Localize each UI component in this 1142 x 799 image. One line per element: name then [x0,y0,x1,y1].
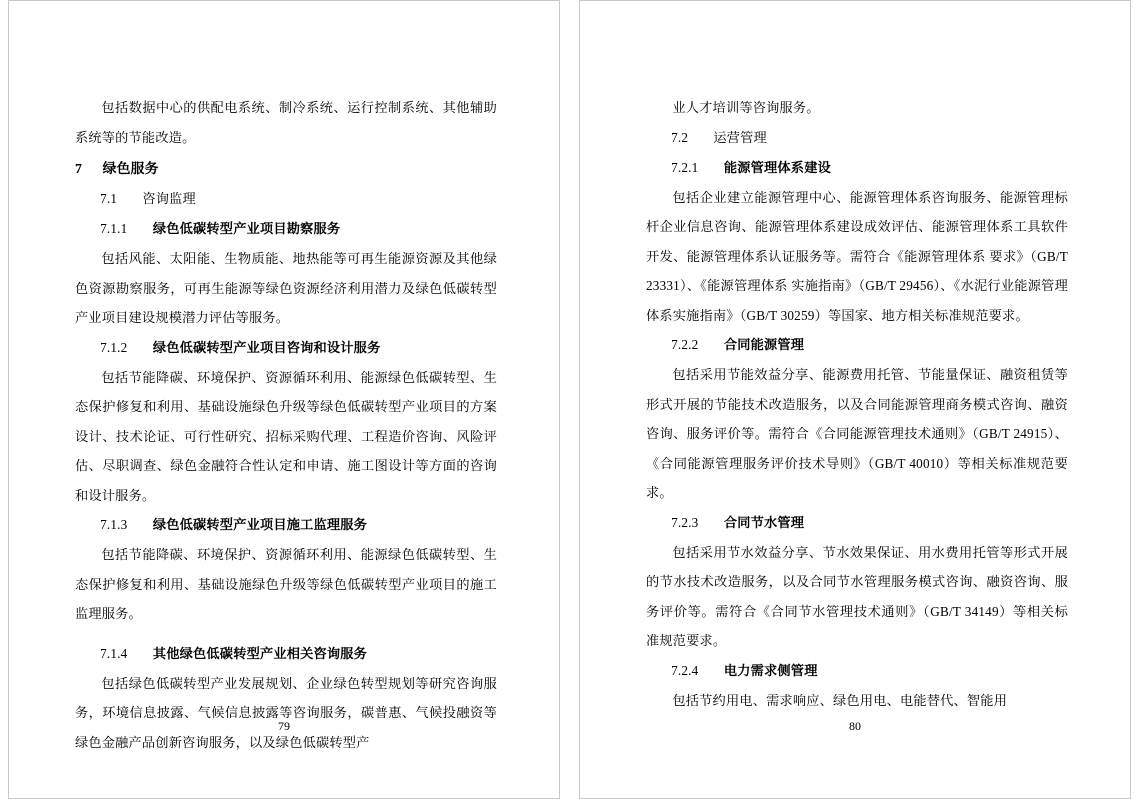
heading-text: 运营管理 [713,129,767,145]
heading-section-7-1-1 [75,214,497,244]
heading-number: 7.1 [100,191,118,206]
heading-text: 绿色低碳转型产业项目施工监理服务 [152,517,368,532]
page-number: 79 [278,719,290,733]
heading-section-7-2-1 [646,153,1068,183]
heading-number: 7 [75,161,83,176]
heading-number: 7.2.2 [671,337,699,352]
heading-text: 能源管理体系建设 [723,159,831,175]
heading-text: 咨询监理 [142,191,196,206]
heading-number: 7.1.1 [100,221,128,236]
heading-number: 7.1.3 [100,517,128,532]
paragraph: 包括采用节水效益分享、节水效果保证、用水费用托管等形式开展的节水技术改造服务，以及合同节水管理服务模式咨询、融资咨询、服务评价等。需符合《合同节水管理技术通则》（GB/T 34149）等相关标准规范要求。 [646,544,1068,648]
heading-text: 绿色服务 [102,161,159,176]
paragraph: 包括绿色低碳转型产业发展规划、企业绿色转型规划等研究咨询服务，环境信息披露、气候信息披露等咨询服务，碳普惠、气候投融资等绿色金融产品创新咨询服务，以及绿色低碳转型产 [75,675,497,750]
heading-section-7-2-3 [646,508,1068,538]
paragraph: 包括节能降碳、环境保护、资源循环利用、能源绿色低碳转型、生态保护修复和利用、基础设施绿色升级等绿色低碳转型产业项目的施工监理服务。 [75,547,497,621]
heading-number: 7.2 [671,129,689,145]
heading-section-7-2-4 [646,656,1068,686]
document-page-80 [579,0,1131,799]
heading-text: 合同节水管理 [723,514,805,530]
paragraph: 包括风能、太阳能、生物质能、地热能等可再生能源资源及其他绿色资源勘察服务，可再生能源等绿色资源经济利用潜力及绿色低碳转型产业项目建设规模潜力评估等服务。 [75,251,497,325]
heading-number: 7.2.4 [671,662,699,678]
heading-text: 合同能源管理 [723,337,805,352]
heading-text: 电力需求侧管理 [723,662,818,678]
heading-text: 其他绿色低碳转型产业相关咨询服务 [152,645,368,661]
spacer [75,629,497,639]
heading-section-7-1-2 [75,333,497,363]
heading-section-7 [75,154,497,184]
heading-section-7-2-2 [646,330,1068,360]
heading-number: 7.1.4 [100,645,128,661]
paragraph: 包括采用节能效益分享、能源费用托管、节能量保证、融资租赁等形式开展的节能技术改造服务，以及合同能源管理商务模式咨询、融资咨询、服务评价等。需符合《合同能源管理技术通则》（GB/T 24915）、《合同能源管理服务评价技术导则》（GB/T 40010）等相关标准规范要求。 [646,367,1068,500]
heading-section-7-1 [75,184,497,214]
paragraph: 包括企业建立能源管理中心、能源管理体系咨询服务、能源管理标杆企业信息咨询、能源管理体系建设成效评估、能源管理体系工具软件开发、能源管理体系认证服务等。需符合《能源管理体系 要求》（GB/T 23331）、《能源管理体系 实施指南》（GB/T 29456）、《水泥行业能源管理体系实施指南》（GB/T 30259）等国家、地方相关标准规范要求。 [646,189,1068,323]
paragraph: 业人才培训等咨询服务。 [672,100,820,115]
heading-text: 绿色低碳转型产业项目咨询和设计服务 [152,339,381,355]
paragraph: 包括节约用电、需求响应、绿色用电、电能替代、智能用 [672,692,1008,708]
heading-number: 7.2.3 [671,514,699,530]
document-page-79 [8,0,560,799]
heading-section-7-2 [646,123,1068,153]
page-number: 80 [849,719,861,733]
heading-number: 7.1.2 [100,339,128,355]
heading-number: 7.2.1 [671,159,699,175]
paragraph: 包括节能降碳、环境保护、资源循环利用、能源绿色低碳转型、生态保护修复和利用、基础设施绿色升级等绿色低碳转型产业项目的方案设计、技术论证、可行性研究、招标采购代理、工程造价咨询、风险评估、尽职调查、绿色金融符合性认定和申请、施工图设计等方面的咨询和设计服务。 [75,369,497,503]
page-body-80 [646,93,1068,708]
heading-section-7-1-3 [75,510,497,540]
heading-section-7-1-4 [75,639,497,669]
paragraph: 包括数据中心的供配电系统、制冷系统、运行控制系统、其他辅助系统等的节能改造。 [75,100,497,145]
heading-text: 绿色低碳转型产业项目勘察服务 [152,221,341,236]
